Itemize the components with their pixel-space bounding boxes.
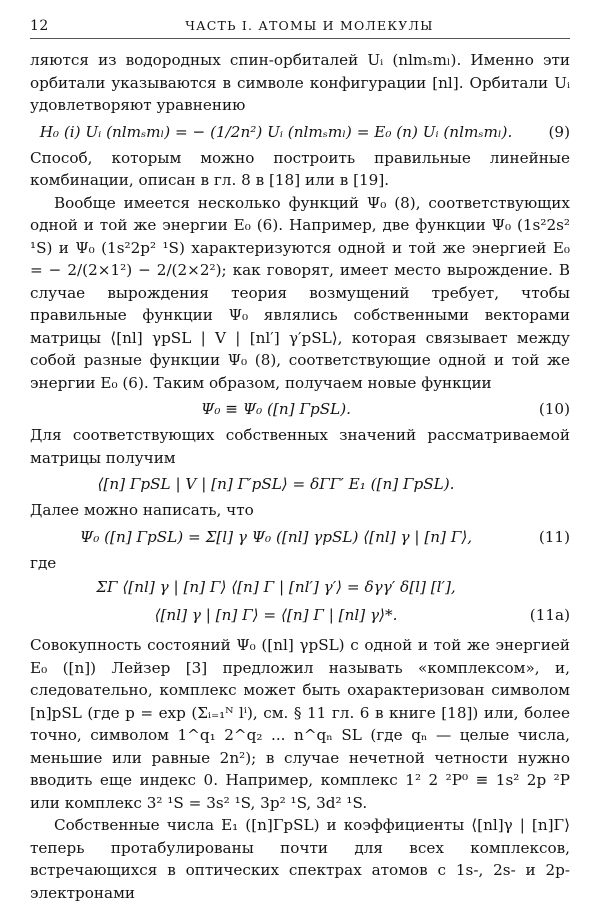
paragraph-3: Вообще имеется несколько функций Ψ₀ (8), соответствующих одной и той же энергии E₀ (6). Например, две функции Ψ₀ (1s²2s² ¹S) и Ψ₀ (1s²2p² ¹S) характеризуются одной и той же энергией E₀ = − 2/(2×1²) − 2/(2×2²); как говорят, имеет место вырождение. В случае вырождения теория возмущений требует, чтобы правильные функции Ψ₀ являлись собственными векторами матрицы ⟨[nl] γpSL | V | [nl′] γ′pSL⟩, которая связывает между собой разные функции Ψ₀ (8), соответствующие одной и той же энергии E₀ (6). Таким образом, получаем новые функции <box>30 193 570 392</box>
equation-11 <box>30 528 570 546</box>
running-title: ЧАСТЬ I. АТОМЫ И МОЛЕКУЛЫ <box>185 18 434 33</box>
paragraph-6: где <box>30 553 57 572</box>
paragraph-1: ляются из водородных спин-орбиталей Uᵢ (nlmₛmₗ). Именно эти орбитали указываются в символе конфигурации [nl]. Орбитали Uᵢ удовлетворяют уравнению <box>30 51 570 114</box>
paragraph-7: Совокупность состояний Ψ₀ ([nl] γpSL) с одной и той же энергией E₀ ([n]) Лейзер [3] предложил называть «комплексом», и, следовательно, комплекс может быть охарактеризован символом [n]pSL (где p = exp (Σᵢ₌₁ᴺ lⁱ), см. § 11 гл. 6 в книге [18]) или, более точно, символом 1^q₁ 2^q₂ ... n^qₙ SL (где qₙ — целые числа, меньшие или равные 2n²); в случае нечетной четности нужно вводить еще индекс 0. Например, комплекс 1² 2 ²P⁰ ≡ 1s² 2p ²P или комплекс 3² ¹S = 3s² ¹S, 3p² ¹S, 3d² ¹S. <box>30 636 570 812</box>
equation-9-label: (9) <box>548 122 570 141</box>
equation-9-body: H₀ (i) Uᵢ (nlmₛmₗ) = − (1/2n²) Uᵢ (nlmₛmₗ) = E₀ (n) Uᵢ (nlmₛmₗ). <box>39 122 513 141</box>
equation-10-label: (10) <box>538 400 570 418</box>
equation-9 <box>30 123 570 141</box>
equation-matrix-body: ⟨[n] ΓpSL | V | [n] Γ′pSL⟩ = δΓΓ′ E₁ ([n] ΓpSL). <box>97 475 455 493</box>
page-header <box>30 18 570 39</box>
page-number: 12 <box>30 18 49 34</box>
paragraph-8: Собственные числа E₁ ([n]ΓpSL) и коэффициенты ⟨[nl]γ | [n]Γ⟩ теперь протабулированы почти для всех комплексов, встречающихся в оптических спектрах атомов с 1s-, 2s- и 2p-электронами <box>30 816 570 902</box>
paragraph-2: Способ, которым можно построить правильные линейные комбинации, описан в гл. 8 в [18] или в [19]. <box>30 148 570 189</box>
equation-matrix <box>30 475 570 493</box>
paragraph-5: Далее можно написать, что <box>30 501 254 519</box>
paragraph-4: Для соответствующих собственных значений рассматриваемой матрицы получим <box>30 426 570 467</box>
equation-10-body: Ψ₀ ≡ Ψ₀ ([n] ΓpSL). <box>201 400 351 418</box>
equation-11-label: (11) <box>538 527 570 546</box>
equation-11a-line2 <box>30 606 570 624</box>
equation-11a-line2-body: ⟨[nl] γ | [n] Γ⟩ = ⟨[n] Γ | [nl] γ⟩*. <box>154 606 398 624</box>
book-page <box>30 18 570 904</box>
equation-10 <box>30 400 570 418</box>
equation-11a-line1 <box>30 578 570 596</box>
equation-11a-line1-body: ΣΓ ⟨[nl] γ | [n] Γ⟩ ⟨[n] Γ | [nl′] γ′⟩ = δγγ′ δ[l] [l′], <box>96 578 456 596</box>
equation-11-body: Ψ₀ ([n] ΓpSL) = Σ[l] γ Ψ₀ ([nl] γpSL) ⟨[nl] γ | [n] Γ⟩, <box>79 527 473 546</box>
equation-11a-line2-label: (11a) <box>529 606 570 624</box>
